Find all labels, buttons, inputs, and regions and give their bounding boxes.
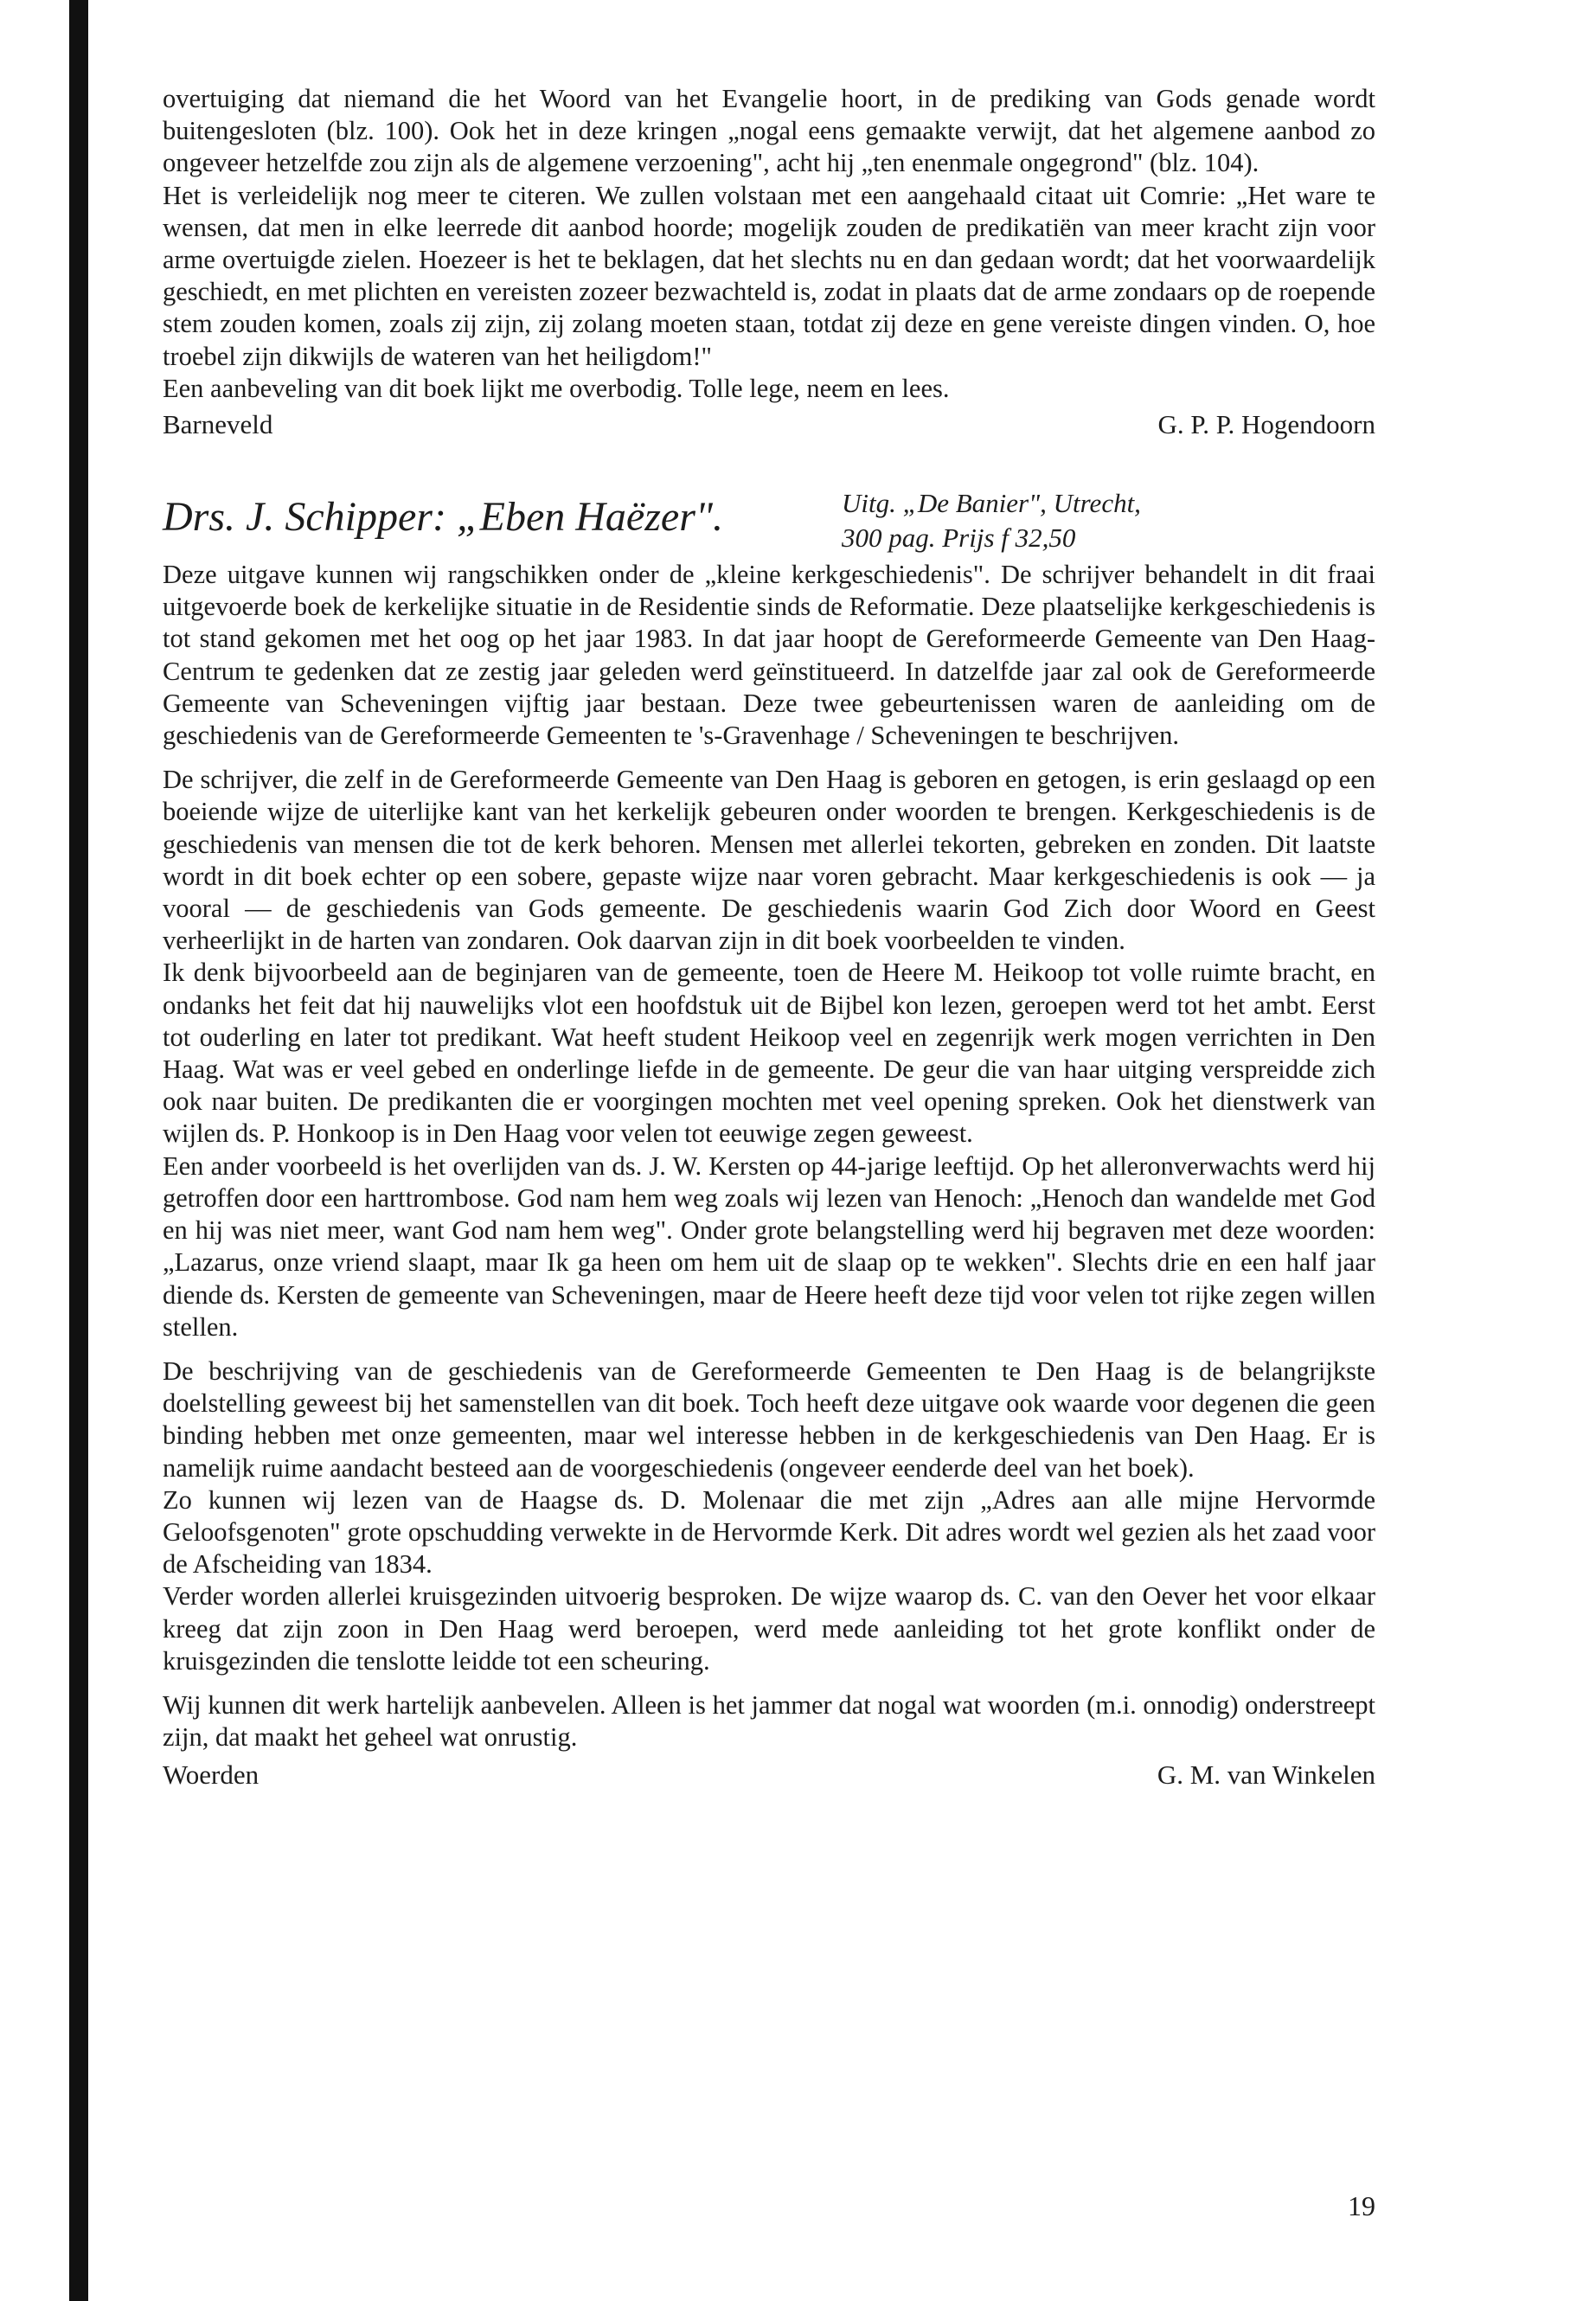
review-publisher: Uitg. „De Banier", Utrecht, [842,488,1141,519]
signature-place: Barneveld [163,409,273,440]
paragraph: Een ander voorbeeld is het overlijden van ds. J. W. Kersten op 44-jarige leeftijd. Op het alleronverwachts werd hij getroffen door een harttrombose. God nam hem weg zoals wij lezen van Henoch: „Henoch dan wandelde met God en hij was niet meer, want God nam hem weg". Onder grote belangstelling werd hij begraven met deze woorden: „Lazarus, onze vriend slaapt, maar Ik ga heen om hem uit de slaap op te wekken". Slechts drie en een half jaar diende ds. Kersten de gemeente van Scheveningen, maar de Heere heeft deze tijd voor velen tot rijke zegen willen stellen. [163,1150,1375,1342]
paragraph: Wij kunnen dit werk hartelijk aanbevelen. Alleen is het jammer dat nogal wat woorden (m.i. onnodig) onderstreept zijn, dat maakt het geheel wat onrustig. [163,1689,1375,1753]
review-pages-price: 300 pag. Prijs f 32,50 [842,522,1076,554]
paragraph: De schrijver, die zelf in de Gereformeerde Gemeente van Den Haag is geboren en getogen, is erin geslaagd op een boeiende wijze de uiterlijke kant van het kerkelijk gebeuren onder woorden te brengen. Kerkgeschiedenis is de geschiedenis van mensen die tot de kerk behoren. Mensen met allerlei tekorten, gebreken en zonden. Dit laatste wordt in dit boek echter op een sobere, gepaste wijze naar voren gebracht. Maar kerkgeschiedenis is ook — ja vooral — de geschiedenis van Gods gemeente. De geschiedenis waarin God Zich door Woord en Geest verheerlijkt in de harten van zondaren. Ook daarvan zijn in dit boek voorbeelden te vinden. [163,765,1375,956]
signature-line [163,1759,1375,1791]
page-number: 19 [1348,2190,1375,2221]
paragraph: Een aanbeveling van dit boek lijkt me overbodig. Tolle lege, neem en lees. [163,373,950,403]
page-content [163,83,1375,1791]
paragraph: overtuiging dat niemand die het Woord van het Evangelie hoort, in de prediking van Gods genade wordt buitengesloten (blz. 100). Ook het in deze kringen „nogal eens gemaakte verwijt, dat het algemene aanbod zo ongeveer hetzelfde zou zijn als de algemene verzoening", acht hij „ten enenmale ongegrond" (blz. 104). [163,84,1375,178]
review-heading [163,486,1375,555]
review-meta [842,486,1141,555]
paragraph: De beschrijving van de geschiedenis van de Gereformeerde Gemeenten te Den Haag is de belangrijkste doelstelling geweest bij het samenstellen van dit boek. Toch heeft deze uitgave ook waarde voor degenen die geen binding hebben met onze gemeenten, maar wel interesse hebben in de kerkgeschiedenis van Den Haag. Er is namelijk ruime aandacht besteed aan de voorgeschiedenis (ongeveer eenderde deel van het boek). [163,1356,1375,1483]
scan-edge-bar [69,0,88,2301]
paragraph: Verder worden allerlei kruisgezinden uitvoerig besproken. De wijze waarop ds. C. van den Oever het voor elkaar kreeg dat zijn zoon in Den Haag werd beroepen, werd mede aanleiding tot het grote konflikt onder de kruisgezinden die tenslotte leidde tot een scheuring. [163,1581,1375,1676]
review-title: Drs. J. Schipper: „Eben Haëzer". [163,494,724,541]
signature-line [163,408,1375,441]
signature-name: G. M. van Winkelen [1157,1759,1375,1791]
paragraph: Deze uitgave kunnen wij rangschikken onder de „kleine kerkgeschiedenis". De schrijver behandelt in dit fraai uitgevoerde boek de kerkelijke situatie in de Residentie sinds de Reformatie. Deze plaatselijke kerkgeschiedenis is tot stand gekomen met het oog op het jaar 1983. In dat jaar hoopt de Gereformeerde Gemeente van Den Haag-Centrum te gedenken dat ze zestig jaar geleden werd geïnstitueerd. In datzelfde jaar zal ook de Gereformeerde Gemeente van Scheveningen vijftig jaar bestaan. Deze twee gebeurtenissen waren de aanleiding om de geschiedenis van de Gereformeerde Gemeenten te 's-Gravenhage / Scheveningen te beschrijven. [163,560,1375,751]
signature-name: G. P. P. Hogendoorn [1157,409,1375,440]
paragraph: Ik denk bijvoorbeeld aan de beginjaren van de gemeente, toen de Heere M. Heikoop tot volle ruimte bracht, en ondanks het feit dat hij nauwelijks vlot een hoofdstuk uit de Bijbel kon lezen, geroepen werd tot het ambt. Eerst tot ouderling en later tot predikant. Wat heeft student Heikoop veel en zegenrijk werk mogen verrichten in Den Haag. Wat was er veel gebed en onderlinge liefde in de gemeente. De geur die van haar uitging verspreidde zich ook naar buiten. De predikanten die er voorgingen mochten met veel opening spreken. Ook het dienstwerk van wijlen ds. P. Honkoop is in Den Haag voor velen tot eeuwige zegen geweest. [163,958,1375,1149]
paragraph: Het is verleidelijk nog meer te citeren. We zullen volstaan met een aangehaald citaat uit Comrie: „Het ware te wensen, dat men in elke leerrede dit aanbod hoorde; mogelijk zouden de predikatiën van meer kracht zijn voor arme overtuigde zielen. Hoezeer is het te beklagen, dat het slechts nu en dan gedaan wordt; dat het voorwaardelijk geschiedt, en met plichten en vereisten zozeer bezwachteld is, zodat in plaats dat de arme zondaars op de roepende stem zouden komen, zoals zij zijn, zij zolang moeten staan, totdat zij deze en gene vereiste dingen vinden. O, hoe troebel zijn dikwijls de wateren van het heiligdom!" [163,180,1375,371]
paragraph: Zo kunnen wij lezen van de Haagse ds. D. Molenaar die met zijn „Adres aan alle mijne Hervormde Geloofsgenoten" grote opschudding verwekte in de Hervormde Kerk. Dit adres wordt wel gezien als het zaad voor de Afscheiding van 1834. [163,1484,1375,1580]
signature-place: Woerden [163,1759,260,1791]
